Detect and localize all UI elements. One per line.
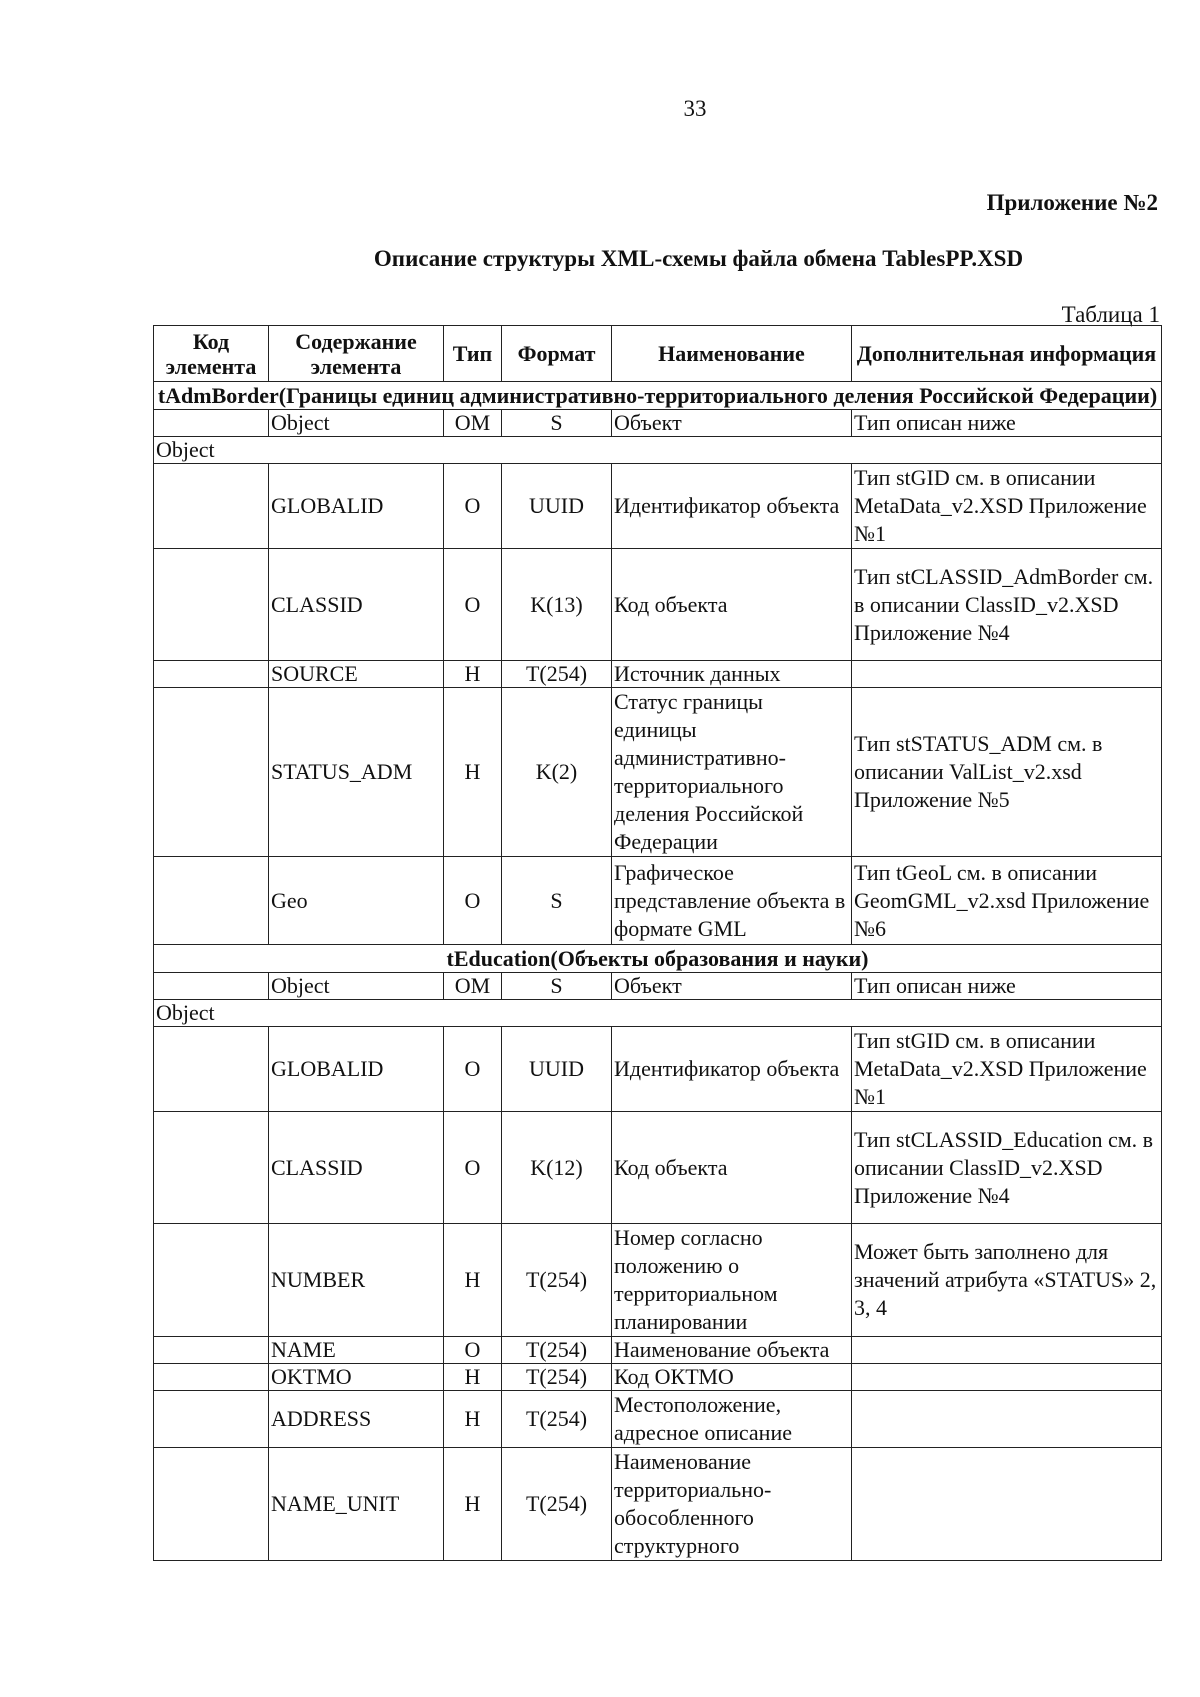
cell-format: K(13) [502, 549, 612, 661]
cell-info [852, 1337, 1162, 1364]
cell-type: H [444, 688, 502, 857]
cell-name: Код ОКТМО [612, 1364, 852, 1391]
cell-info: Тип описан ниже [852, 973, 1162, 1000]
cell-content: Geo [269, 857, 444, 945]
cell-name: Статус границы единицы административно-территориального деления Российской Федерации [612, 688, 852, 857]
object-label-row [154, 1000, 1162, 1027]
cell-info: Тип stSTATUS_ADM см. в описании ValList_v2.xsd Приложение №5 [852, 688, 1162, 857]
object-label: Object [154, 1000, 1162, 1027]
table-row [154, 1112, 1162, 1224]
header-content: Содержание элемента [269, 326, 444, 382]
header-code: Код элемента [154, 326, 269, 382]
cell-content: GLOBALID [269, 464, 444, 549]
cell-info: Тип stGID см. в описании MetaData_v2.XSD Приложение №1 [852, 464, 1162, 549]
cell-name: Объект [612, 973, 852, 1000]
table-row [154, 464, 1162, 549]
cell-content: NUMBER [269, 1224, 444, 1337]
cell-format: T(254) [502, 1364, 612, 1391]
table-row [154, 549, 1162, 661]
table-row [154, 688, 1162, 857]
cell-content: CLASSID [269, 549, 444, 661]
cell-name: Объект [612, 410, 852, 437]
object-label-row [154, 437, 1162, 464]
appendix-label: Приложение №2 [986, 190, 1158, 215]
section-title: tAdmBorder(Границы единиц административно-территориального деления Российской Федерации) [154, 382, 1162, 410]
cell-name: Идентификатор объекта [612, 1027, 852, 1112]
cell-format: T(254) [502, 661, 612, 688]
cell-format: K(2) [502, 688, 612, 857]
table-row [154, 661, 1162, 688]
header-row [154, 326, 1162, 382]
cell-name: Графическое представление объекта в формате GML [612, 857, 852, 945]
table-row [154, 410, 1162, 437]
header-format: Формат [502, 326, 612, 382]
object-label: Object [154, 437, 1162, 464]
cell-type: H [444, 1448, 502, 1561]
table-label: Таблица 1 [1061, 302, 1160, 327]
section-title-row [154, 382, 1162, 410]
cell-type: O [444, 857, 502, 945]
table-row [154, 1391, 1162, 1448]
cell-type: O [444, 1027, 502, 1112]
cell-content: STATUS_ADM [269, 688, 444, 857]
cell-name: Наименование объекта [612, 1337, 852, 1364]
table-row [154, 1224, 1162, 1337]
table-row [154, 857, 1162, 945]
cell-info [852, 1364, 1162, 1391]
cell-info [852, 1448, 1162, 1561]
cell-format: S [502, 973, 612, 1000]
cell-info: Тип stCLASSID_AdmBorder см. в описании ClassID_v2.XSD Приложение №4 [852, 549, 1162, 661]
table-row [154, 1027, 1162, 1112]
cell-info: Тип stCLASSID_Education см. в описании ClassID_v2.XSD Приложение №4 [852, 1112, 1162, 1224]
cell-type: H [444, 1364, 502, 1391]
cell-format: K(12) [502, 1112, 612, 1224]
cell-content: SOURCE [269, 661, 444, 688]
cell-name: Источник данных [612, 661, 852, 688]
cell-content: OKTMO [269, 1364, 444, 1391]
cell-name: Идентификатор объекта [612, 464, 852, 549]
cell-info: Может быть заполнено для значений атрибута «STATUS» 2, 3, 4 [852, 1224, 1162, 1337]
cell-content: GLOBALID [269, 1027, 444, 1112]
cell-format: UUID [502, 1027, 612, 1112]
cell-content: NAME_UNIT [269, 1448, 444, 1561]
header-type: Тип [444, 326, 502, 382]
cell-content: ADDRESS [269, 1391, 444, 1448]
section-title: tEducation(Объекты образования и науки) [154, 945, 1162, 973]
cell-name: Наименование территориально-обособленного структурного [612, 1448, 852, 1561]
cell-info: Тип tGeoL см. в описании GeomGML_v2.xsd Приложение №6 [852, 857, 1162, 945]
cell-info: Тип описан ниже [852, 410, 1162, 437]
cell-format: T(254) [502, 1224, 612, 1337]
cell-format: T(254) [502, 1391, 612, 1448]
cell-info [852, 1391, 1162, 1448]
cell-type: OM [444, 973, 502, 1000]
cell-info: Тип stGID см. в описании MetaData_v2.XSD Приложение №1 [852, 1027, 1162, 1112]
header-info: Дополнительная информация [852, 326, 1162, 382]
cell-name: Код объекта [612, 549, 852, 661]
schema-table-container [153, 325, 1161, 1561]
cell-format: T(254) [502, 1448, 612, 1561]
cell-type: H [444, 1391, 502, 1448]
header-name: Наименование [612, 326, 852, 382]
cell-type: H [444, 1224, 502, 1337]
document-title: Описание структуры XML-схемы файла обмена TablesPP.XSD [373, 246, 1024, 271]
cell-name: Местоположение, адресное описание [612, 1391, 852, 1448]
section-title-row [154, 945, 1162, 973]
cell-content: NAME [269, 1337, 444, 1364]
cell-format: S [502, 410, 612, 437]
cell-info [852, 661, 1162, 688]
cell-type: OM [444, 410, 502, 437]
table-row [154, 1337, 1162, 1364]
page-number: 33 [683, 96, 707, 121]
cell-content: CLASSID [269, 1112, 444, 1224]
cell-content: Object [269, 973, 444, 1000]
cell-type: O [444, 549, 502, 661]
cell-name: Код объекта [612, 1112, 852, 1224]
table-row [154, 1364, 1162, 1391]
cell-type: O [444, 1337, 502, 1364]
cell-format: UUID [502, 464, 612, 549]
cell-type: O [444, 464, 502, 549]
schema-table [153, 325, 1162, 1561]
cell-type: H [444, 661, 502, 688]
cell-name: Номер согласно положению о территориальном планировании [612, 1224, 852, 1337]
cell-format: T(254) [502, 1337, 612, 1364]
table-row [154, 1448, 1162, 1561]
cell-content: Object [269, 410, 444, 437]
cell-format: S [502, 857, 612, 945]
table-row [154, 973, 1162, 1000]
cell-type: O [444, 1112, 502, 1224]
